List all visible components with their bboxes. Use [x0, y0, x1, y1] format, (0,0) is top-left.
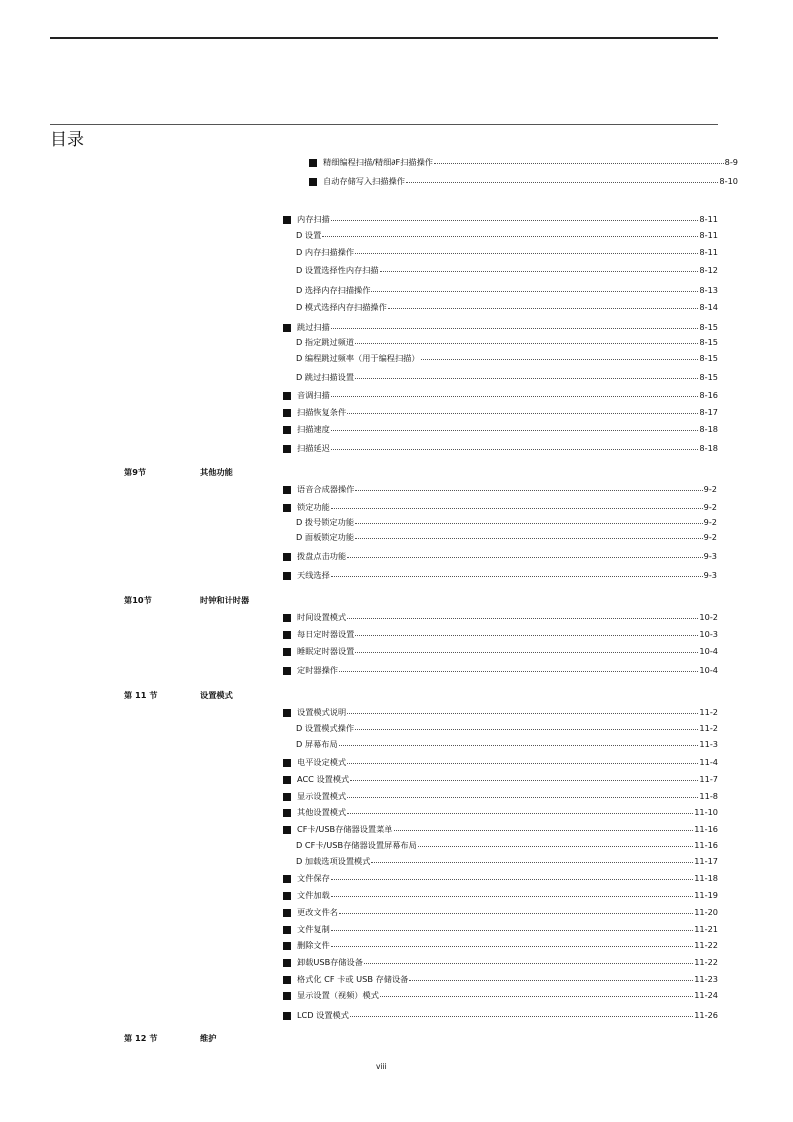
section-heading	[124, 1033, 324, 1045]
bullet-square-icon	[283, 776, 291, 784]
bullet-square-icon	[283, 648, 291, 656]
toc-entry-page: 8-10	[719, 176, 738, 186]
dot-leader	[421, 352, 699, 360]
toc-entry-label: 内存扫描	[297, 214, 330, 224]
toc-entry-page: 9-2	[703, 517, 717, 527]
dot-leader	[355, 246, 698, 254]
toc-entry[interactable]	[283, 890, 718, 901]
toc-entry[interactable]	[283, 322, 718, 333]
section-title: 其他功能	[200, 467, 233, 477]
bullet-square-icon	[283, 631, 291, 639]
toc-entry[interactable]	[283, 484, 717, 495]
dot-leader	[339, 906, 693, 914]
toc-entry[interactable]	[283, 570, 717, 581]
dot-leader	[347, 611, 698, 619]
dot-leader	[355, 628, 698, 636]
dot-leader	[331, 939, 693, 947]
toc-entry-label: 扫描速度	[297, 424, 330, 434]
dot-leader	[347, 550, 702, 558]
toc-subentry[interactable]	[296, 723, 718, 734]
section-title: 时钟和计时器	[200, 595, 250, 605]
toc-entry-page: 11-19	[694, 890, 718, 900]
toc-entry[interactable]	[283, 873, 718, 884]
toc-entry-page: 8-18	[699, 443, 718, 453]
dot-leader	[406, 175, 719, 183]
toc-entry-label: 睡眠定时器设置	[297, 646, 355, 656]
dot-leader	[364, 956, 693, 964]
toc-entry-label: D 设置	[296, 230, 322, 240]
bullet-square-icon	[283, 409, 291, 417]
toc-entry-page: 11-2	[699, 723, 718, 733]
section-heading	[124, 467, 324, 479]
toc-entry-page: 9-3	[703, 570, 717, 580]
toc-entry-page: 8-11	[699, 247, 718, 257]
toc-entry[interactable]	[283, 629, 718, 640]
toc-entry-label: 语音合成器操作	[297, 484, 355, 494]
toc-entry-page: 11-20	[694, 907, 718, 917]
toc-entry[interactable]	[283, 407, 718, 418]
bullet-square-icon	[283, 892, 291, 900]
toc-entry-label: 格式化 CF 卡或 USB 存储设备	[297, 974, 409, 984]
dot-leader	[347, 790, 698, 798]
bullet-square-icon	[283, 959, 291, 967]
toc-entry-label: 文件复制	[297, 924, 330, 934]
dot-leader	[339, 664, 698, 672]
page-title: 目录	[50, 130, 84, 150]
bullet-square-icon	[283, 553, 291, 561]
toc-entry-page: 11-7	[699, 774, 718, 784]
toc-entry-page: 11-17	[694, 856, 718, 866]
bullet-square-icon	[283, 809, 291, 817]
toc-entry-label: ACC 设置模式	[297, 774, 350, 784]
toc-entry-label: 拨盘点击功能	[297, 551, 347, 561]
bullet-square-icon	[283, 709, 291, 717]
toc-entry[interactable]	[283, 757, 718, 768]
toc-subentry[interactable]	[296, 285, 718, 296]
bullet-square-icon	[309, 178, 317, 186]
toc-entry-page: 11-18	[694, 873, 718, 883]
toc-entry[interactable]	[283, 940, 718, 951]
toc-entry-label: D CF卡/USB存储器设置屏幕布局	[296, 840, 417, 850]
dot-leader	[347, 406, 698, 414]
dot-leader	[350, 1009, 693, 1017]
toc-entry-page: 11-2	[699, 707, 718, 717]
toc-entry-page: 10-3	[699, 629, 718, 639]
toc-entry-page: 8-12	[699, 265, 718, 275]
bullet-square-icon	[283, 572, 291, 580]
toc-entry-label: D 跳过扫描设置	[296, 372, 355, 382]
dot-leader	[355, 722, 698, 730]
dot-leader	[331, 442, 699, 450]
toc-subentry[interactable]	[296, 247, 718, 258]
bullet-square-icon	[283, 324, 291, 332]
bullet-square-icon	[283, 793, 291, 801]
section-title: 维护	[200, 1033, 217, 1043]
toc-entry-label: 显示设置模式	[297, 791, 347, 801]
toc-entry-label: 显示设置（视频）模式	[297, 990, 379, 1000]
dot-leader	[380, 264, 699, 272]
toc-subentry[interactable]	[296, 353, 718, 364]
toc-entry-label: D 拨号锁定功能	[296, 517, 355, 527]
bullet-square-icon	[283, 992, 291, 1000]
dot-leader	[388, 301, 699, 309]
bullet-square-icon	[283, 909, 291, 917]
toc-entry-label: CF卡/USB存储器设置菜单	[297, 824, 393, 834]
toc-entry-label: 定时器操作	[297, 665, 338, 675]
toc-entry-label: 文件加载	[297, 890, 330, 900]
toc-entry[interactable]	[283, 443, 718, 454]
toc-entry-page: 8-14	[699, 302, 718, 312]
section-heading	[124, 595, 324, 607]
bullet-square-icon	[283, 926, 291, 934]
toc-entry[interactable]	[283, 665, 718, 676]
section-number: 第10节	[124, 595, 152, 605]
toc-entry[interactable]	[309, 157, 738, 168]
bullet-square-icon	[283, 759, 291, 767]
toc-entry-page: 11-16	[694, 824, 718, 834]
toc-entry[interactable]	[283, 974, 718, 985]
toc-entry-label: 音调扫描	[297, 390, 330, 400]
toc-entry-label: 卸载USB存储设备	[297, 957, 363, 967]
dot-leader	[371, 855, 693, 863]
toc-subentry[interactable]	[296, 856, 718, 867]
toc-entry-label: 自动存储写入扫描操作	[323, 176, 405, 186]
toc-entry[interactable]	[283, 824, 718, 835]
toc-entry-page: 11-3	[699, 739, 718, 749]
toc-entry-label: 扫描延迟	[297, 443, 330, 453]
toc-entry[interactable]	[283, 390, 718, 401]
dot-leader	[355, 483, 702, 491]
bullet-square-icon	[309, 159, 317, 167]
toc-entry-page: 11-16	[694, 840, 718, 850]
toc-entry-page: 11-10	[694, 807, 718, 817]
bullet-square-icon	[283, 667, 291, 675]
dot-leader	[322, 229, 698, 237]
dot-leader	[331, 501, 703, 509]
toc-entry-page: 8-15	[699, 372, 718, 382]
toc-entry-label: 设置模式说明	[297, 707, 347, 717]
toc-entry[interactable]	[283, 646, 718, 657]
toc-entry-label: D 指定跳过频道	[296, 337, 355, 347]
toc-entry[interactable]	[283, 502, 717, 513]
toc-entry-label: 精细编程扫描/精细∂F扫描操作	[323, 157, 433, 167]
dot-leader	[355, 371, 698, 379]
toc-entry-label: 文件保存	[297, 873, 330, 883]
toc-entry[interactable]	[283, 214, 718, 225]
toc-entry-label: D 屏幕布局	[296, 739, 338, 749]
toc-entry-page: 11-21	[694, 924, 718, 934]
toc-entry-label: D 内存扫描操作	[296, 247, 355, 257]
dot-leader	[331, 569, 703, 577]
section-number: 第 12 节	[124, 1033, 158, 1043]
title-rule	[50, 124, 718, 125]
bullet-square-icon	[283, 445, 291, 453]
toc-subentry[interactable]	[296, 337, 718, 348]
toc-entry-page: 9-2	[703, 502, 717, 512]
dot-leader	[418, 839, 693, 847]
dot-leader	[331, 889, 693, 897]
toc-entry-page: 9-3	[703, 551, 717, 561]
dot-leader	[434, 156, 724, 164]
toc-entry-label: 时间设置模式	[297, 612, 347, 622]
toc-entry-page: 8-9	[724, 157, 738, 167]
toc-entry[interactable]	[283, 424, 718, 435]
dot-leader	[409, 973, 693, 981]
toc-entry-page: 11-26	[694, 1010, 718, 1020]
toc-entry[interactable]	[283, 924, 718, 935]
toc-entry[interactable]	[283, 791, 718, 802]
bullet-square-icon	[283, 426, 291, 434]
toc-entry-page: 8-17	[699, 407, 718, 417]
bullet-square-icon	[283, 486, 291, 494]
toc-subentry[interactable]	[296, 517, 717, 528]
bullet-square-icon	[283, 976, 291, 984]
toc-entry-label: 删除文件	[297, 940, 330, 950]
section-heading	[124, 690, 324, 702]
header-rule	[50, 37, 718, 39]
toc-entry-label: D 选择内存扫描操作	[296, 285, 371, 295]
toc-entry-page: 8-15	[699, 322, 718, 332]
dot-leader	[355, 516, 703, 524]
bullet-square-icon	[283, 216, 291, 224]
dot-leader	[347, 706, 698, 714]
toc-entry-label: D 设置选择性内存扫描	[296, 265, 379, 275]
toc-entry[interactable]	[283, 774, 718, 785]
bullet-square-icon	[283, 942, 291, 950]
toc-entry-label: D 编程跳过频率（用于编程扫描）	[296, 353, 420, 363]
toc-entry-label: 跳过扫描	[297, 322, 330, 332]
toc-entry-page: 9-2	[703, 532, 717, 542]
toc-entry-page: 9-2	[703, 484, 717, 494]
toc-entry[interactable]	[283, 551, 717, 562]
dot-leader	[347, 806, 693, 814]
dot-leader	[331, 423, 699, 431]
toc-entry[interactable]	[283, 907, 718, 918]
dot-leader	[350, 773, 698, 781]
dot-leader	[394, 823, 694, 831]
toc-entry-page: 10-4	[699, 665, 718, 675]
section-number: 第 11 节	[124, 690, 158, 700]
section-title: 设置模式	[200, 690, 233, 700]
toc-entry-label: 天线选择	[297, 570, 330, 580]
toc-entry[interactable]	[283, 1010, 718, 1021]
dot-leader	[355, 336, 698, 344]
toc-entry-page: 8-15	[699, 337, 718, 347]
bullet-square-icon	[283, 875, 291, 883]
dot-leader	[331, 923, 693, 931]
toc-entry-page: 11-4	[699, 757, 718, 767]
toc-entry-page: 8-11	[699, 214, 718, 224]
toc-subentry[interactable]	[296, 265, 718, 276]
toc-entry-page: 11-8	[699, 791, 718, 801]
toc-subentry[interactable]	[296, 230, 718, 241]
toc-entry-label: 每日定时器设置	[297, 629, 355, 639]
toc-entry-page: 11-22	[694, 940, 718, 950]
toc-entry[interactable]	[309, 176, 738, 187]
toc-entry-page: 8-11	[699, 230, 718, 240]
bullet-square-icon	[283, 614, 291, 622]
toc-entry[interactable]	[283, 957, 718, 968]
page-number: viii	[376, 1062, 387, 1071]
bullet-square-icon	[283, 826, 291, 834]
bullet-square-icon	[283, 504, 291, 512]
toc-entry-label: D 加载选项设置模式	[296, 856, 371, 866]
toc-subentry[interactable]	[296, 372, 718, 383]
section-number: 第9节	[124, 467, 147, 477]
dot-leader	[339, 738, 699, 746]
toc-entry-page: 8-18	[699, 424, 718, 434]
dot-leader	[371, 284, 698, 292]
toc-subentry[interactable]	[296, 840, 718, 851]
toc-entry-label: D 模式选择内存扫描操作	[296, 302, 387, 312]
toc-entry-page: 11-22	[694, 957, 718, 967]
toc-entry-label: 其他设置模式	[297, 807, 347, 817]
toc-entry[interactable]	[283, 807, 718, 818]
dot-leader	[331, 872, 693, 880]
toc-entry-label: D 设置模式操作	[296, 723, 355, 733]
toc-entry-label: LCD 设置模式	[297, 1010, 349, 1020]
toc-entry[interactable]	[283, 990, 718, 1001]
dot-leader	[355, 645, 698, 653]
toc-subentry[interactable]	[296, 532, 717, 543]
toc-entry-page: 10-4	[699, 646, 718, 656]
toc-entry-page: 11-23	[694, 974, 718, 984]
toc-entry-label: 更改文件名	[297, 907, 338, 917]
dot-leader	[331, 213, 699, 221]
bullet-square-icon	[283, 1012, 291, 1020]
toc-entry-page: 10-2	[699, 612, 718, 622]
toc-entry[interactable]	[283, 707, 718, 718]
toc-entry-page: 8-16	[699, 390, 718, 400]
toc-subentry[interactable]	[296, 302, 718, 313]
toc-entry[interactable]	[283, 612, 718, 623]
dot-leader	[347, 756, 698, 764]
toc-entry-page: 8-13	[699, 285, 718, 295]
toc-entry-label: 扫描恢复条件	[297, 407, 347, 417]
toc-entry-page: 11-24	[694, 990, 718, 1000]
toc-entry-label: 电平设定模式	[297, 757, 347, 767]
toc-entry-page: 8-15	[699, 353, 718, 363]
dot-leader	[380, 989, 693, 997]
toc-entry-label: D 面板锁定功能	[296, 532, 355, 542]
toc-entry-label: 锁定功能	[297, 502, 330, 512]
dot-leader	[331, 389, 699, 397]
toc-subentry[interactable]	[296, 739, 718, 750]
dot-leader	[331, 321, 699, 329]
dot-leader	[355, 531, 703, 539]
bullet-square-icon	[283, 392, 291, 400]
